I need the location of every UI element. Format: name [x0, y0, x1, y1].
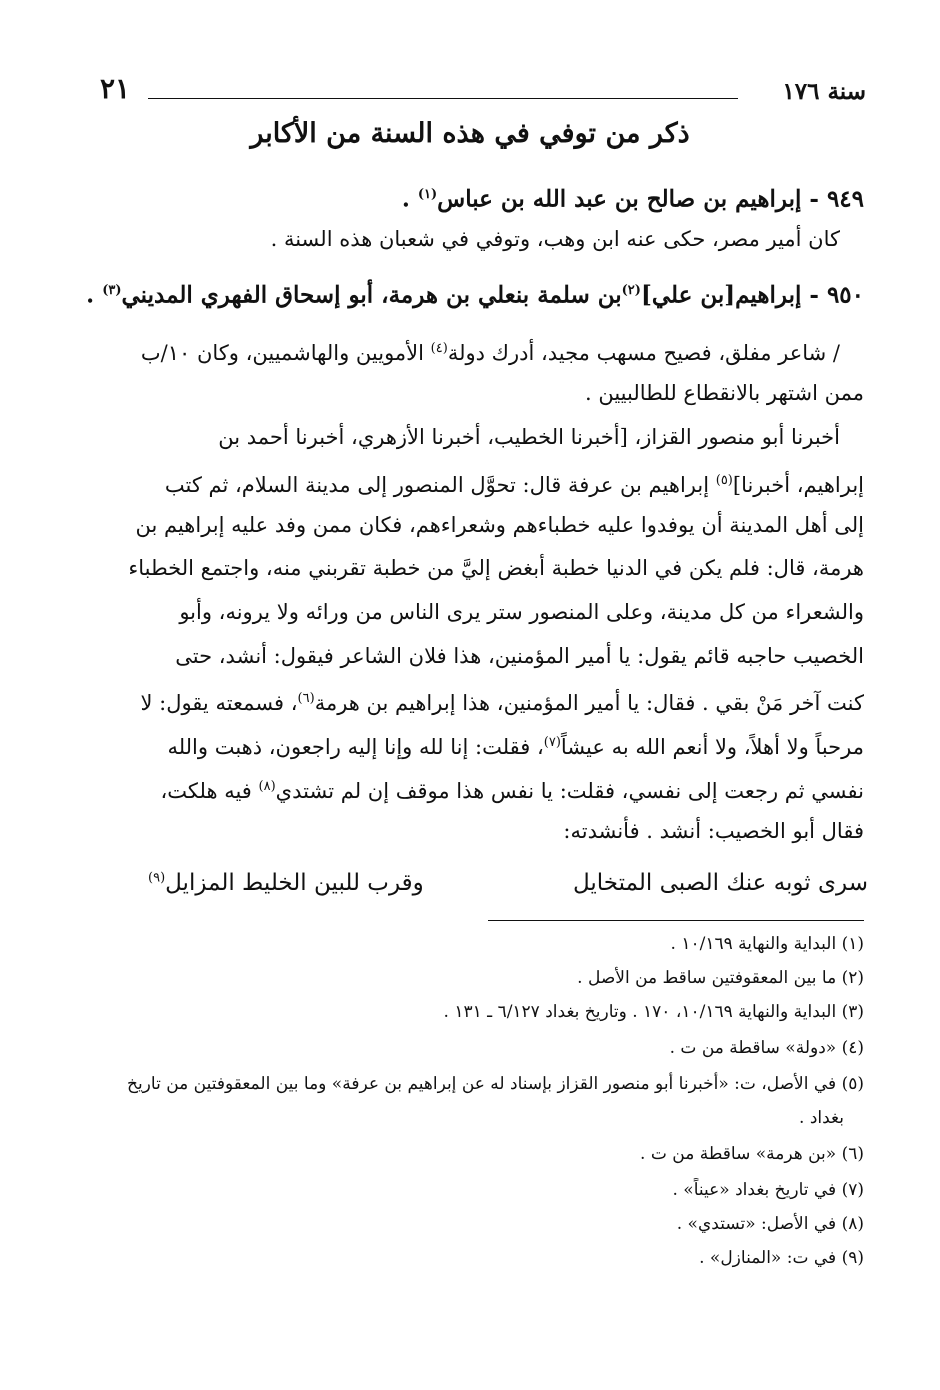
body-text: إبراهيم بن عرفة قال: تحوَّل المنصور إلى مدينة السلام، ثم كتب: [164, 473, 716, 497]
body-line: ممن اشتهر بالانقطاع للطالبيين .: [585, 381, 864, 405]
body-line: والشعراء من كل مدينة، وعلى المنصور ستر يرى الناس من ورائه ولا يرونه، وأبو: [179, 600, 864, 624]
entry-949-text: كان أمير مصر، حكى عنه ابن وهب، وتوفي في شعبان هذه السنة .: [270, 227, 840, 251]
footnote-marker: (٧): [543, 735, 561, 750]
body-line: أخبرنا أبو منصور القزاز، [أخبرنا الخطيب، أخبرنا الأزهري، أخبرنا أحمد بن: [218, 425, 840, 449]
body-line: إلى أهل المدينة أن يوفدوا عليه خطباءهم وشعراءهم، فكان ممن وفد عليه إبراهيم بن: [135, 513, 864, 537]
poem-hemistich-1: سرى ثوبه عنك الصبى المتخايل: [572, 870, 868, 896]
poem-verse: [148, 866, 868, 906]
body-text: فيه هلكت،: [160, 779, 259, 803]
entry-heading-text: ٩٤٩ - إبراهيم بن صالح بن عبد الله بن عباس: [437, 185, 864, 213]
footnote-continuation: بغداد .: [799, 1108, 844, 1128]
heading-end: .: [401, 185, 418, 213]
footnote: (٨) في الأصل: «تستدي» .: [676, 1214, 864, 1234]
footnote-marker: (١): [417, 187, 438, 202]
header-year: سنة ١٧٦: [782, 78, 866, 105]
header-rule: [148, 98, 738, 99]
footnote-marker: (٥): [715, 473, 733, 488]
footnote: (٤) «دولة» ساقطة من ت .: [669, 1038, 864, 1058]
body-text: الأمويين والهاشميين، وكان ١٠/ب: [140, 341, 431, 365]
footnote: (٧) في تاريخ بغداد «عيناً» .: [672, 1180, 864, 1200]
body-line: [55, 334, 840, 368]
body-line: [60, 728, 864, 762]
body-line: هرمة، قال: فلم يكن في الدنيا خطبة أبغض إليَّ من خطبة تقربني منه، واجتمع الخطباء: [128, 556, 864, 580]
footnote-marker: (٦): [297, 691, 315, 706]
entry-950-heading: [60, 276, 864, 311]
heading-end: .: [86, 281, 103, 309]
footnote: (٥) في الأصل، ت: «أخبرنا أبو منصور القزاز بإسناد له عن إبراهيم بن عرفة» وما بين المعقوفتين من تاريخ: [126, 1074, 864, 1094]
entry-heading-text: ٩٥٠ - إبراهيم[بن علي]: [640, 281, 864, 309]
poem-hemistich-2: [148, 870, 424, 896]
page-number: ٢١: [100, 72, 131, 105]
footnote-marker: (٢): [621, 283, 641, 298]
body-line: [60, 772, 864, 806]
footnote: (٣) البداية والنهاية ١٠/١٦٩، ١٧٠ . وتاريخ بغداد ٦/١٢٧ ـ ١٣١ .: [443, 1002, 864, 1022]
body-text: إبراهيم، أخبرنا]: [732, 473, 864, 497]
footnote: (٦) «بن هرمة» ساقطة من ت .: [640, 1144, 864, 1164]
body-text: ، فسمعته يقول: لا: [140, 691, 298, 715]
body-text: / شاعر مفلق، فصيح مسهب مجيد، أدرك دولة: [447, 341, 840, 365]
body-line: [60, 466, 864, 500]
footnote: (٩) في ت: «المنازل» .: [699, 1248, 864, 1268]
footnote-marker: (٨): [258, 779, 276, 794]
section-title: ذكر من توفي في هذه السنة من الأكابر: [250, 118, 690, 149]
hemistich-text: وقرب للبين الخليط المزايل: [165, 870, 424, 896]
footnote-marker: (٤): [430, 341, 448, 356]
entry-heading-text: بن سلمة بنعلي بن هرمة، أبو إسحاق الفهري المديني: [121, 281, 622, 309]
footnote: (٢) ما بين المعقوفتين ساقط من الأصل .: [577, 968, 864, 988]
footnote-marker: (٩): [148, 870, 166, 886]
entry-949-heading: [60, 180, 864, 215]
footnote: (١) البداية والنهاية ١٠/١٦٩ .: [670, 934, 864, 954]
body-line: الخصيب حاجبه قائم يقول: يا أمير المؤمنين، هذا فلان الشاعر فيقول: أنشد، حتى: [175, 644, 864, 668]
body-text: نفسي ثم رجعت إلى نفسي، فقلت: يا نفس هذا موقف إن لم تشتدي: [275, 779, 864, 803]
body-line: [60, 684, 864, 718]
body-line: فقال أبو الخصيب: أنشد . فأنشدته:: [563, 819, 864, 843]
body-text: مرحباً ولا أهلاً، ولا أنعم الله به عيشاً: [560, 735, 864, 759]
footnote-marker: (٣): [102, 283, 122, 298]
footnote-separator: [488, 920, 864, 921]
body-text: كنت آخر مَنْ بقي . فقال: يا أمير المؤمنين، هذا إبراهيم بن هرمة: [314, 691, 864, 715]
running-header: [100, 72, 866, 112]
body-text: ، فقلت: إنا لله وإنا إليه راجعون، ذهبت والله: [167, 735, 544, 759]
